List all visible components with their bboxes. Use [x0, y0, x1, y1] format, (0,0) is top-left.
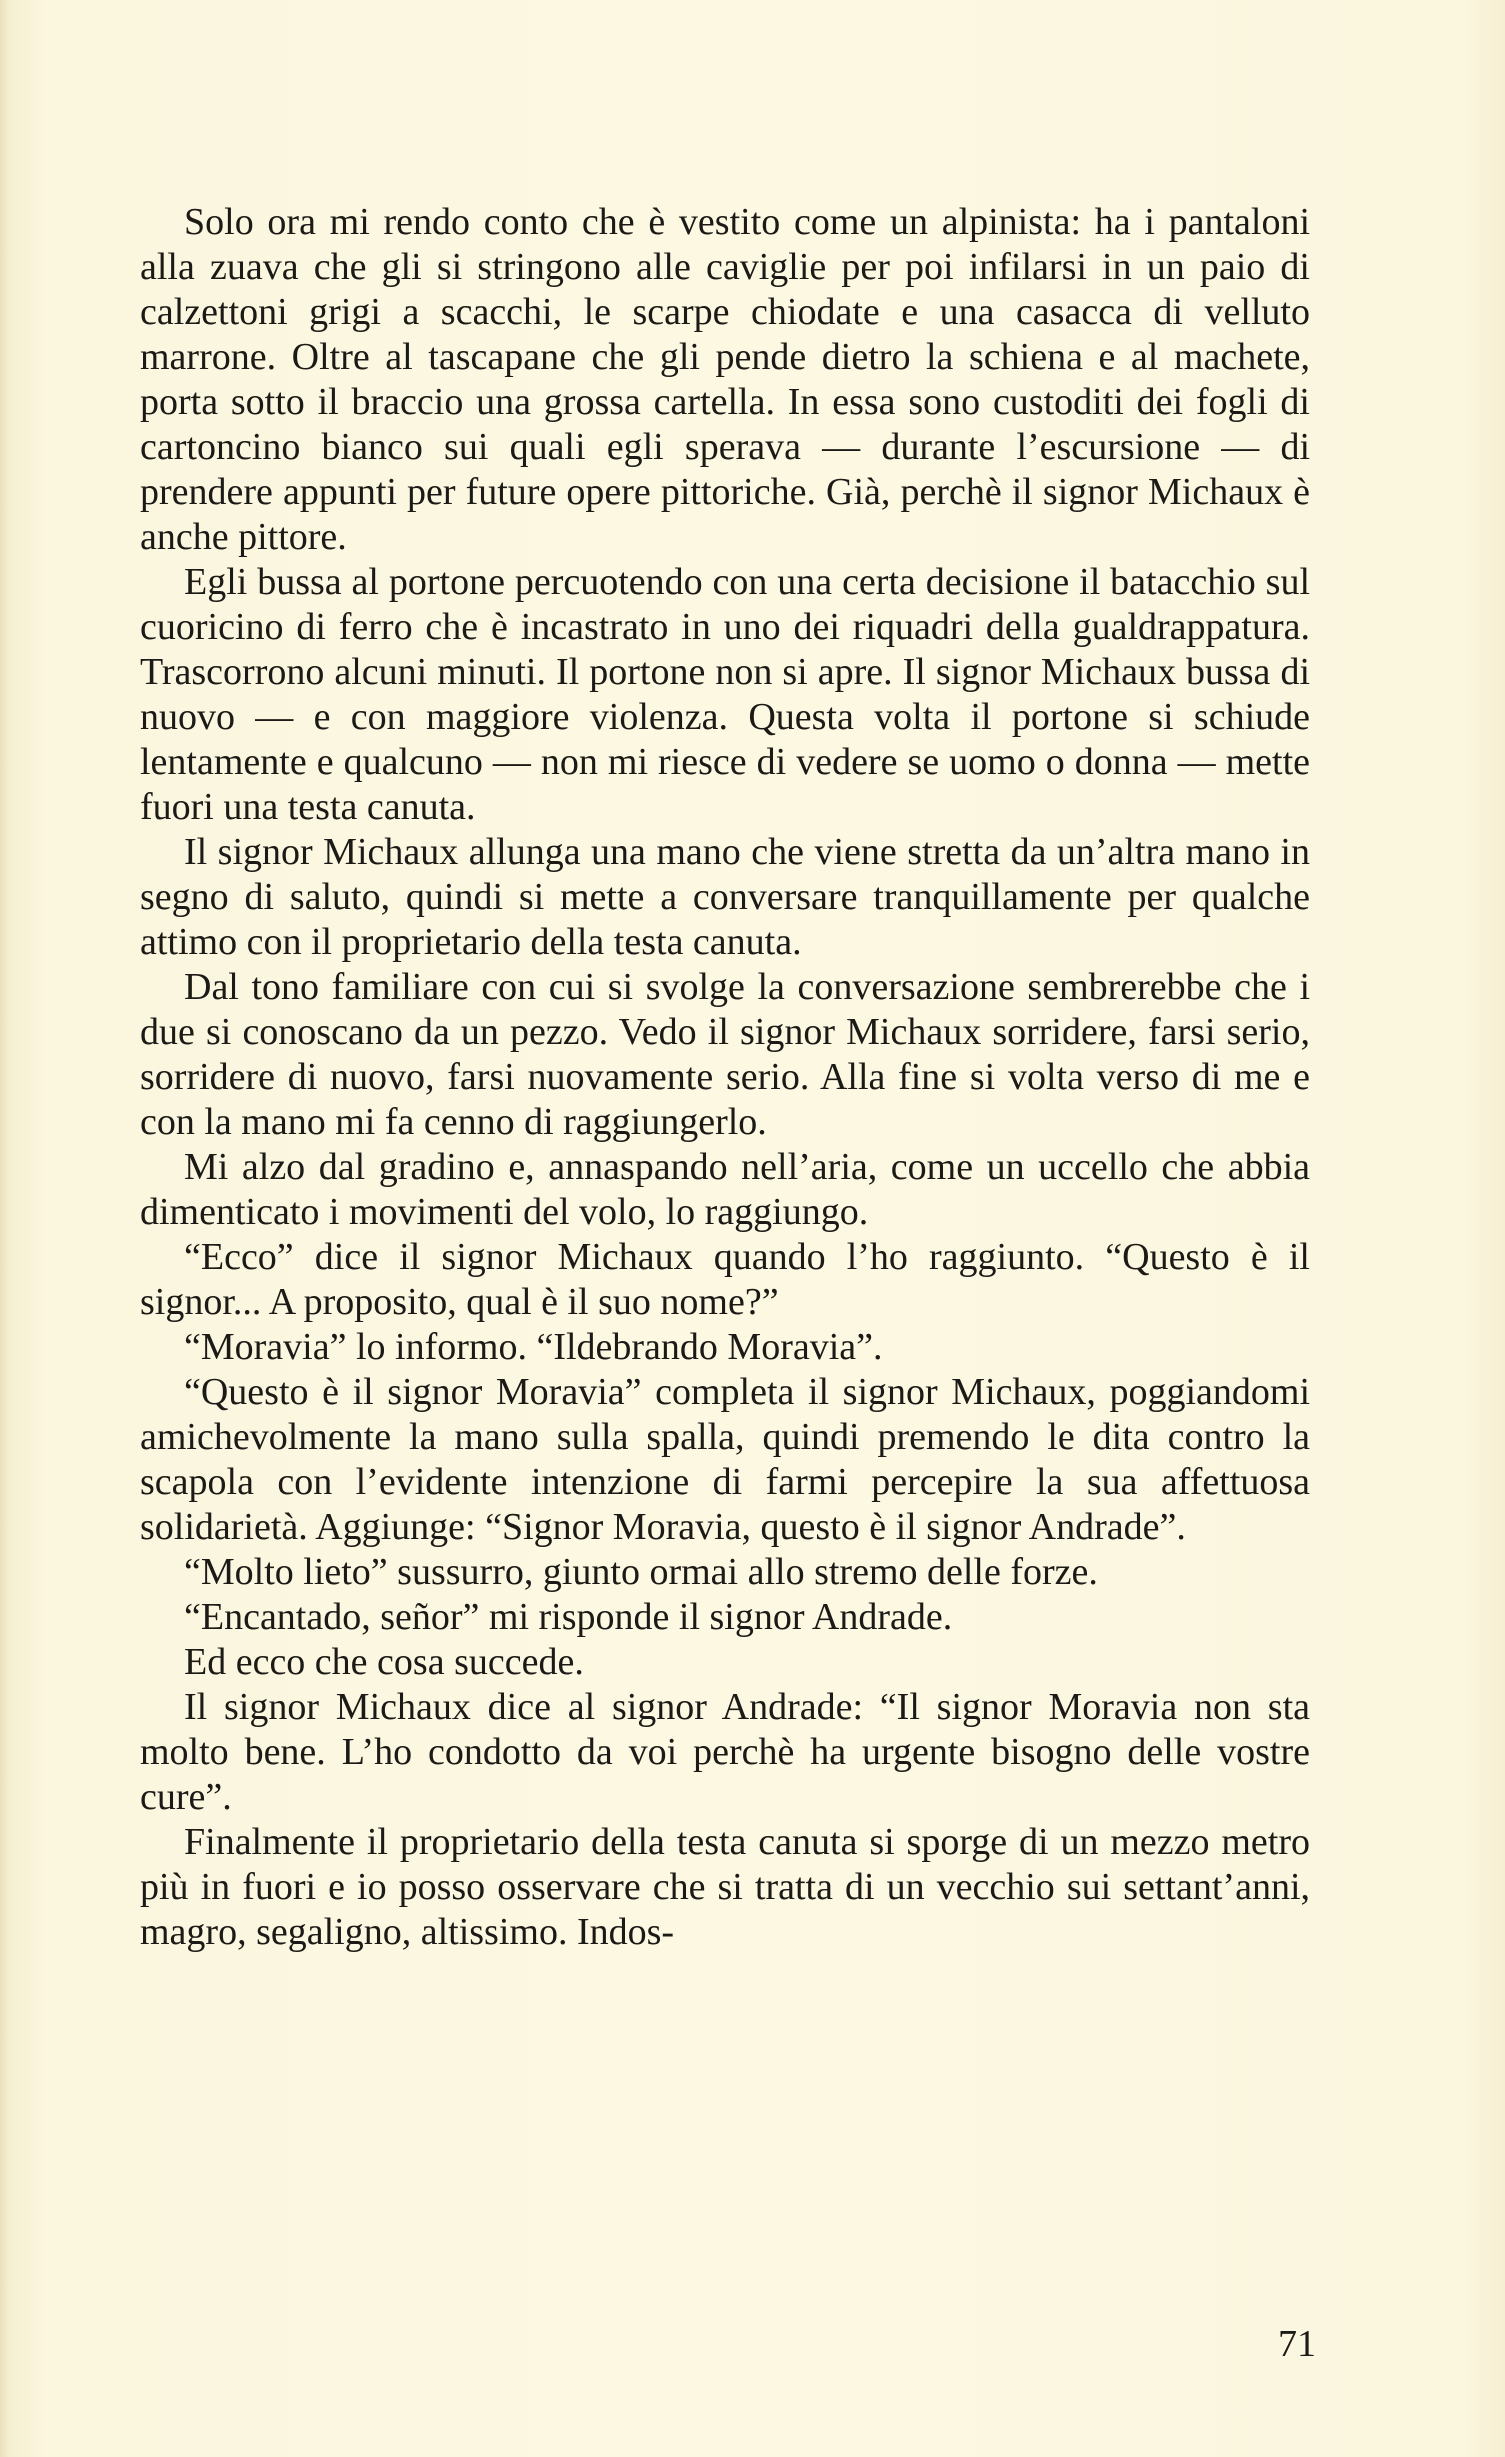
paragraph: “Questo è il signor Moravia” completa il signor Michaux, poggiandomi amichevolmente la mano sulla spalla, quindi premendo le dita contro la scapola con l’evidente intenzione di farmi percepire la sua affettuosa solidarietà. Aggiunge: “Signor Moravia, questo è il signor Andrade”.: [140, 1371, 1310, 1548]
paragraph: Ed ecco che cosa succede.: [184, 1641, 584, 1683]
paragraph: “Moravia” lo informo. “Ildebrando Moravia”.: [184, 1326, 883, 1368]
page-spine-edge: [0, 0, 10, 2457]
paragraph: “Molto lieto” sussurro, giunto ormai allo stremo delle forze.: [184, 1551, 1098, 1593]
paragraph: “Encantado, señor” mi risponde il signor Andrade.: [184, 1596, 953, 1638]
paragraph: Il signor Michaux dice al signor Andrade: “Il signor Moravia non sta molto bene. L’ho condotto da voi perchè ha urgente bisogno delle vostre cure”.: [140, 1686, 1310, 1818]
paragraph: Il signor Michaux allunga una mano che viene stretta da un’altra mano in segno di saluto, quindi si mette a conversare tranquillamente per qualche attimo con il proprietario della testa canuta.: [140, 831, 1310, 963]
page-number: 71: [1278, 2323, 1316, 2365]
paragraph: Dal tono familiare con cui si svolge la conversazione sembrerebbe che i due si conoscano da un pezzo. Vedo il signor Michaux sorridere, farsi serio, sorridere di nuovo, farsi nuovamente serio. Alla fine si volta verso di me e con la mano mi fa cenno di raggiungerlo.: [140, 966, 1310, 1143]
paragraph: Mi alzo dal gradino e, annaspando nell’aria, come un uccello che abbia dimenticato i movimenti del volo, lo raggiungo.: [140, 1146, 1310, 1233]
paragraph: Solo ora mi rendo conto che è vestito come un alpinista: ha i pantaloni alla zuava che gli si stringono alle caviglie per poi infilarsi in un paio di calzettoni grigi a scacchi, le scarpe chiodate e una casacca di velluto marrone. Oltre al tascapane che gli pende dietro la schiena e al machete, porta sotto il braccio una grossa cartella. In essa sono custoditi dei fogli di cartoncino bianco sui quali egli sperava — durante l’escursione — di prendere appunti per future opere pittoriche. Già, perchè il signor Michaux è anche pittore.: [140, 201, 1310, 558]
paragraph: Egli bussa al portone percuotendo con una certa decisione il batacchio sul cuoricino di ferro che è incastrato in uno dei riquadri della gualdrappatura. Trascorrono alcuni minuti. Il portone non si apre. Il signor Michaux bussa di nuovo — e con maggiore violenza. Questa volta il portone si schiude lentamente e qualcuno — non mi riesce di vedere se uomo o donna — mette fuori una testa canuta.: [140, 561, 1310, 828]
body-text: [140, 200, 1310, 1955]
paragraph: “Ecco” dice il signor Michaux quando l’ho raggiunto. “Questo è il signor... A proposito, qual è il suo nome?”: [140, 1236, 1310, 1323]
paragraph: Finalmente il proprietario della testa canuta si sporge di un mezzo metro più in fuori e io posso osservare che si tratta di un vecchio sui settant’anni, magro, segaligno, altissimo. Indos-: [140, 1821, 1310, 1953]
